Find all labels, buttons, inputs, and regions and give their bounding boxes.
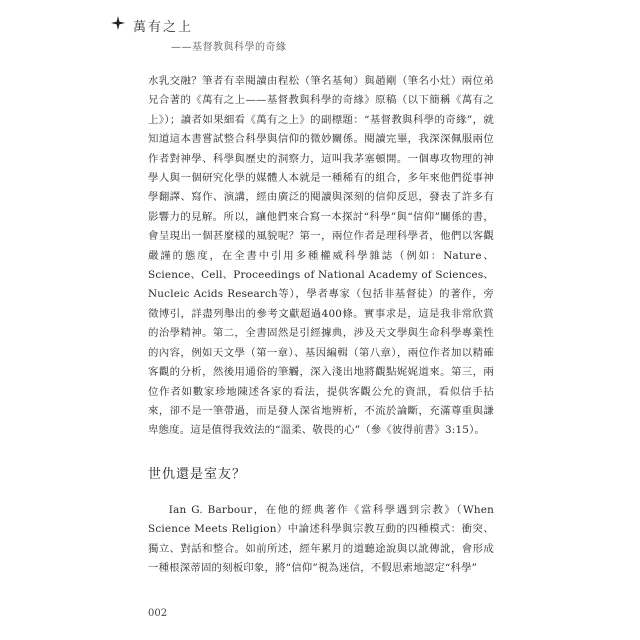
book-title: 萬有之上 — [133, 20, 194, 35]
page-body — [148, 72, 494, 578]
running-header — [111, 16, 531, 60]
section-heading: 世仇還是室友？ — [148, 466, 247, 482]
book-subtitle: ——基督教與科學的奇緣 — [171, 42, 287, 53]
section-paragraph: Ian G. Barbour，在他的經典著作《當科學遇到宗教》（When Science Meets Religion）中論述科學與宗教互動的四種模式：衝突、獨立、對話和整合。如前所述，經年累月的道聽途說與以訛傳訛，會形成一種根深蒂固的刻板印象，將“信仰”視為迷信，不假思索地認定“科學” — [148, 503, 494, 574]
four-point-star-icon — [111, 16, 125, 30]
body-paragraph: 水乳交融？筆者有幸閱讀由程松（筆名基甸）與趙剛（筆名小灶）兩位弟兄合著的《萬有之上——基督教與科學的奇緣》原稿（以下簡稱《萬有之上》）；讀者如果細看《萬有之上》的副標題：“基督教與科學的奇緣”，就知道這本書嘗試整合科學與信仰的微妙關係。閱讀完畢，我深深佩服兩位作者對神學、科學與歷史的洞察力，這叫我茅塞頓開。一個專攻物理的神學人與一個研究化學的媒體人本就是一種稀有的組合，多年來他們從事神學翻譯、寫作、演講，經由廣泛的閱讀與深刻的信仰反思，發表了許多有影響力的見解。所以，讓他們來合寫一本探討“科學”與“信仰”關係的書，會呈現出一個甚麼樣的風貌呢？第一，兩位作者是理科學者，他們以客觀嚴謹的態度，在全書中引用多種權威科學雜誌（例如：Nature、Science、Cell、Proceedings of National Academy of Sciences、Nucleic Acids Research等），學者專家（包括非基督徒）的著作，旁徵博引，詳盡列舉出的參考文獻超過400條。實事求是，這是我非常欣賞的治學精神。第二，全書固然是引經據典，涉及天文學與生命科學專業性的內容，例如天文學（第一章）、基因編輯（第八章），兩位作者加以精確客觀的分析，然後用通俗的筆觸，深入淺出地將觀點娓娓道來。第三，兩位作者如數家珍地陳述各家的看法，提供客觀公允的資訊，看似信手拈來，卻不是一筆帶過，而是發人深省地辨析，不流於論斷，充滿尊重與謙卑態度。這是值得我效法的“溫柔、敬畏的心”（參《彼得前書》3:15）。 — [148, 75, 494, 437]
page-number: 002 — [148, 608, 168, 619]
